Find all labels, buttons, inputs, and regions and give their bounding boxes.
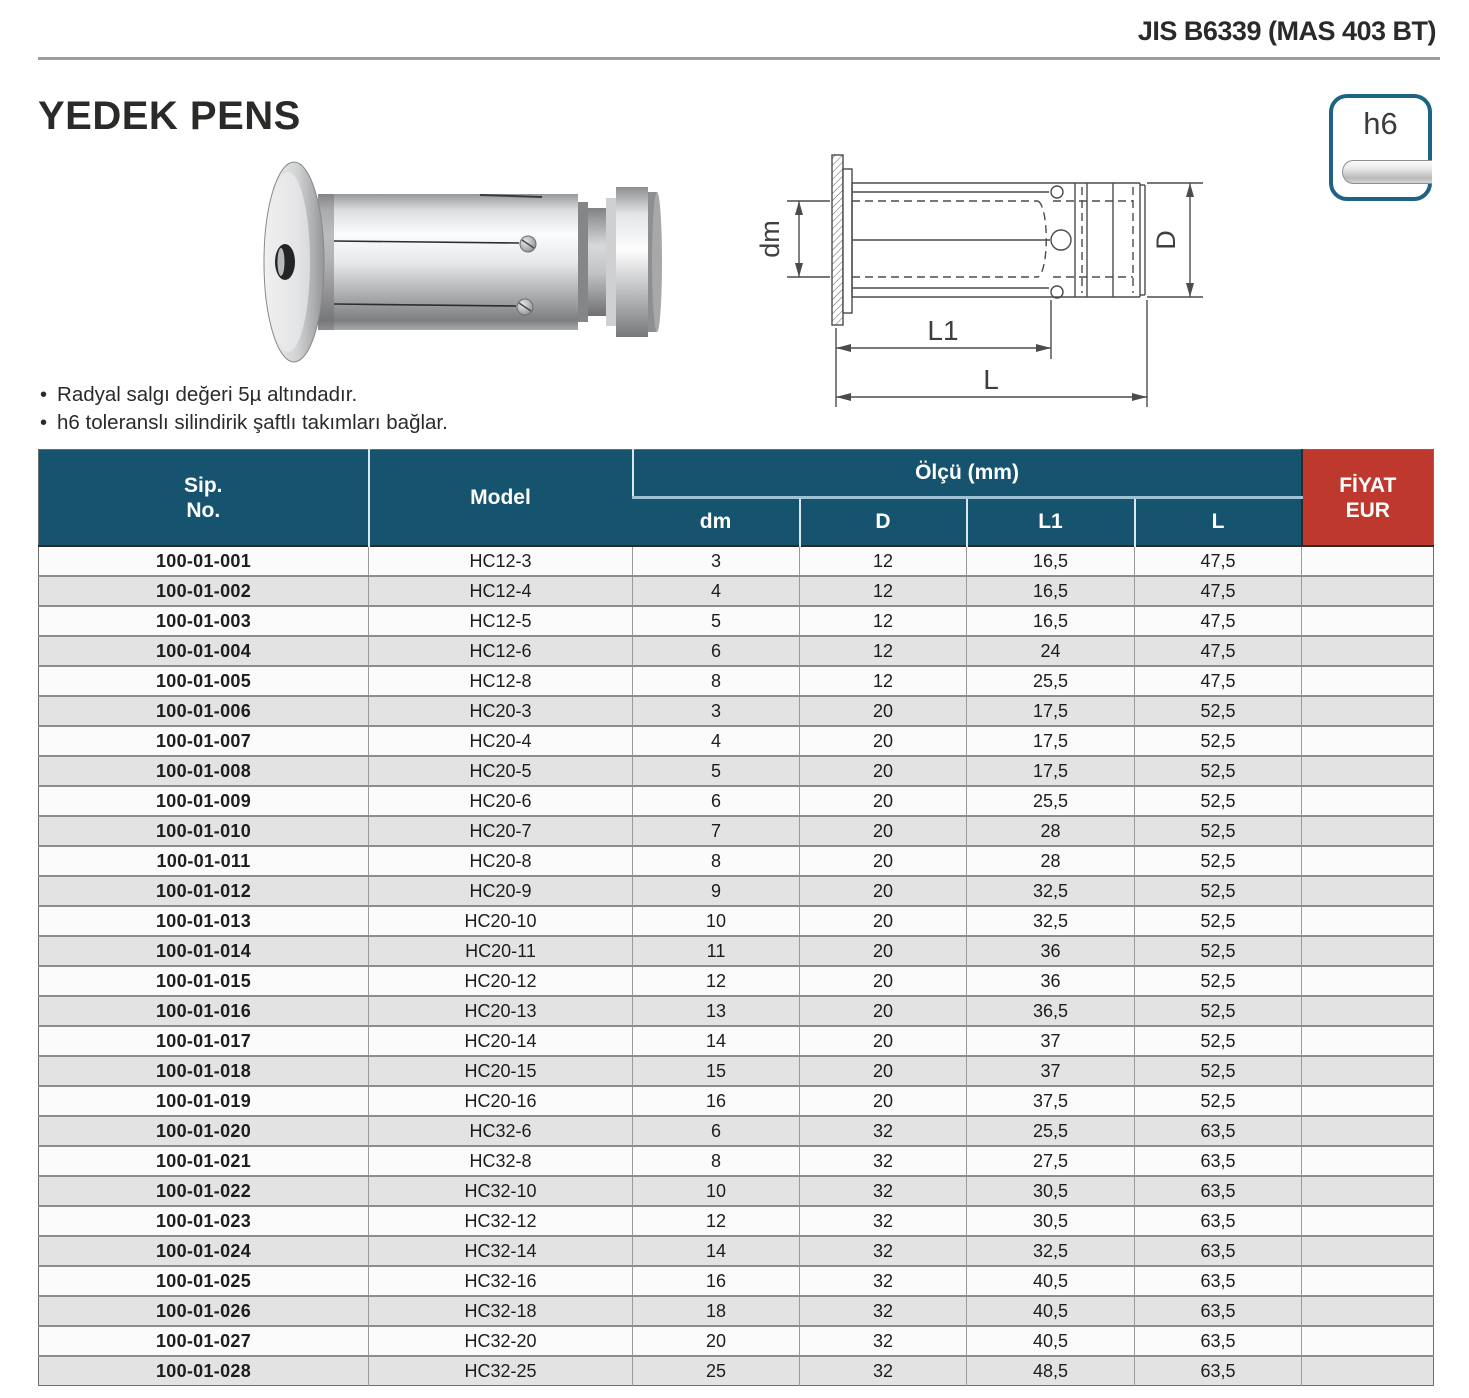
dim-label-l1: L1	[927, 315, 959, 346]
note-text: Radyal salgı değeri 5µ altındadır.	[57, 383, 358, 406]
sip-no-cell: 100-01-010	[39, 816, 369, 846]
sip-no-cell: 100-01-027	[39, 1326, 369, 1356]
d-cell: 20	[800, 1056, 967, 1086]
sip-no-cell: 100-01-003	[39, 606, 369, 636]
l-cell: 63,5	[1135, 1176, 1302, 1206]
table-row	[39, 936, 1434, 966]
price-cell	[1302, 576, 1434, 606]
model-cell: HC20-4	[369, 726, 633, 756]
col-header-olcu-group: Ölçü (mm)	[633, 450, 1302, 498]
dm-cell: 14	[633, 1236, 800, 1266]
notes-list	[40, 381, 448, 437]
l-cell: 47,5	[1135, 636, 1302, 666]
table-row	[39, 1146, 1434, 1176]
l1-cell: 16,5	[967, 576, 1135, 606]
d-cell: 32	[800, 1236, 967, 1266]
model-cell: HC20-11	[369, 936, 633, 966]
standard-header: JIS B6339 (MAS 403 BT)	[1137, 16, 1436, 46]
model-cell: HC20-15	[369, 1056, 633, 1086]
tolerance-badge	[1329, 94, 1432, 201]
l1-cell: 30,5	[967, 1176, 1135, 1206]
dm-cell: 14	[633, 1026, 800, 1056]
dm-cell: 10	[633, 906, 800, 936]
model-cell: HC20-8	[369, 846, 633, 876]
dm-cell: 6	[633, 786, 800, 816]
model-cell: HC20-14	[369, 1026, 633, 1056]
model-cell: HC32-20	[369, 1326, 633, 1356]
l1-cell: 40,5	[967, 1296, 1135, 1326]
dm-cell: 4	[633, 576, 800, 606]
model-cell: HC32-16	[369, 1266, 633, 1296]
table-row	[39, 816, 1434, 846]
l-cell: 52,5	[1135, 996, 1302, 1026]
d-cell: 20	[800, 816, 967, 846]
l-cell: 52,5	[1135, 1086, 1302, 1116]
h6-label: h6	[1363, 106, 1398, 141]
l1-cell: 27,5	[967, 1146, 1135, 1176]
l-cell: 47,5	[1135, 576, 1302, 606]
l-cell: 52,5	[1135, 786, 1302, 816]
table-row	[39, 996, 1434, 1026]
l-cell: 63,5	[1135, 1296, 1302, 1326]
d-cell: 20	[800, 876, 967, 906]
l1-cell: 36	[967, 936, 1135, 966]
price-cell	[1302, 1086, 1434, 1116]
model-cell: HC32-25	[369, 1356, 633, 1386]
l-cell: 52,5	[1135, 906, 1302, 936]
price-cell	[1302, 726, 1434, 756]
col-header-l: L	[1135, 498, 1302, 547]
sip-no-cell: 100-01-002	[39, 576, 369, 606]
table-row	[39, 846, 1434, 876]
l-cell: 47,5	[1135, 666, 1302, 696]
table-row	[39, 1176, 1434, 1206]
model-cell: HC20-5	[369, 756, 633, 786]
dm-cell: 11	[633, 936, 800, 966]
l1-cell: 36,5	[967, 996, 1135, 1026]
l1-cell: 16,5	[967, 546, 1135, 576]
price-cell	[1302, 1326, 1434, 1356]
d-cell: 20	[800, 1086, 967, 1116]
l1-cell: 25,5	[967, 666, 1135, 696]
d-cell: 20	[800, 966, 967, 996]
table-row	[39, 756, 1434, 786]
l1-cell: 32,5	[967, 906, 1135, 936]
sip-no-cell: 100-01-019	[39, 1086, 369, 1116]
sip-no-cell: 100-01-001	[39, 546, 369, 576]
price-cell	[1302, 1116, 1434, 1146]
dm-cell: 10	[633, 1176, 800, 1206]
table-body	[39, 546, 1434, 1386]
d-cell: 20	[800, 846, 967, 876]
l1-cell: 40,5	[967, 1266, 1135, 1296]
dim-label-d: D	[1151, 230, 1181, 250]
dm-cell: 4	[633, 726, 800, 756]
l1-cell: 17,5	[967, 756, 1135, 786]
price-cell	[1302, 1176, 1434, 1206]
model-cell: HC12-4	[369, 576, 633, 606]
technical-drawing	[735, 135, 1250, 440]
price-cell	[1302, 966, 1434, 996]
sip-no-cell: 100-01-013	[39, 906, 369, 936]
dm-cell: 3	[633, 696, 800, 726]
col-header-fiyat	[1302, 450, 1434, 547]
d-cell: 32	[800, 1176, 967, 1206]
model-cell: HC20-9	[369, 876, 633, 906]
l-cell: 52,5	[1135, 756, 1302, 786]
price-cell	[1302, 606, 1434, 636]
sip-no-cell: 100-01-023	[39, 1206, 369, 1236]
model-cell: HC20-10	[369, 906, 633, 936]
l-cell: 52,5	[1135, 966, 1302, 996]
d-cell: 12	[800, 606, 967, 636]
price-cell	[1302, 906, 1434, 936]
l1-cell: 40,5	[967, 1326, 1135, 1356]
l-cell: 52,5	[1135, 816, 1302, 846]
sip-no-cell: 100-01-024	[39, 1236, 369, 1266]
model-cell: HC32-10	[369, 1176, 633, 1206]
table-row	[39, 576, 1434, 606]
d-cell: 32	[800, 1266, 967, 1296]
model-cell: HC20-6	[369, 786, 633, 816]
table-row	[39, 666, 1434, 696]
table-row	[39, 1026, 1434, 1056]
dm-cell: 18	[633, 1296, 800, 1326]
sip-no-cell: 100-01-012	[39, 876, 369, 906]
dm-cell: 8	[633, 846, 800, 876]
d-cell: 12	[800, 546, 967, 576]
sip-no-cell: 100-01-008	[39, 756, 369, 786]
sip-no-cell: 100-01-021	[39, 1146, 369, 1176]
l1-cell: 28	[967, 816, 1135, 846]
dm-cell: 12	[633, 966, 800, 996]
l-cell: 63,5	[1135, 1206, 1302, 1236]
model-cell: HC20-12	[369, 966, 633, 996]
l1-cell: 25,5	[967, 1116, 1135, 1146]
dm-cell: 3	[633, 546, 800, 576]
table-row	[39, 726, 1434, 756]
l-cell: 63,5	[1135, 1266, 1302, 1296]
model-cell: HC12-3	[369, 546, 633, 576]
sip-no-cell: 100-01-016	[39, 996, 369, 1026]
sip-no-cell: 100-01-011	[39, 846, 369, 876]
l-cell: 52,5	[1135, 846, 1302, 876]
l-cell: 63,5	[1135, 1236, 1302, 1266]
price-cell	[1302, 756, 1434, 786]
d-cell: 20	[800, 696, 967, 726]
d-cell: 32	[800, 1296, 967, 1326]
l1-cell: 17,5	[967, 726, 1135, 756]
price-cell	[1302, 786, 1434, 816]
l1-cell: 25,5	[967, 786, 1135, 816]
price-cell	[1302, 936, 1434, 966]
dm-cell: 13	[633, 996, 800, 1026]
l1-cell: 48,5	[967, 1356, 1135, 1386]
table-row	[39, 786, 1434, 816]
l-cell: 63,5	[1135, 1116, 1302, 1146]
dm-cell: 9	[633, 876, 800, 906]
dm-cell: 6	[633, 636, 800, 666]
col-header-model: Model	[369, 450, 633, 547]
table-row	[39, 1116, 1434, 1146]
dm-cell: 5	[633, 756, 800, 786]
dm-cell: 7	[633, 816, 800, 846]
dm-cell: 8	[633, 1146, 800, 1176]
l-cell: 47,5	[1135, 606, 1302, 636]
spec-table	[38, 449, 1434, 1386]
sip-line1: Sip.	[183, 473, 223, 497]
l-cell: 63,5	[1135, 1356, 1302, 1386]
model-cell: HC32-14	[369, 1236, 633, 1266]
note-item	[40, 409, 448, 437]
dm-cell: 16	[633, 1266, 800, 1296]
price-cell	[1302, 546, 1434, 576]
l-cell: 52,5	[1135, 726, 1302, 756]
l-cell: 52,5	[1135, 1026, 1302, 1056]
l1-cell: 24	[967, 636, 1135, 666]
table-row	[39, 1056, 1434, 1086]
col-header-sip-no	[39, 450, 369, 547]
d-cell: 32	[800, 1356, 967, 1386]
model-cell: HC12-5	[369, 606, 633, 636]
price-cell	[1302, 696, 1434, 726]
bullet-icon: •	[40, 412, 48, 434]
table-row	[39, 1086, 1434, 1116]
col-header-dm: dm	[633, 498, 800, 547]
l1-cell: 37	[967, 1026, 1135, 1056]
d-cell: 32	[800, 1326, 967, 1356]
table-row	[39, 1296, 1434, 1326]
sip-line2: No.	[186, 498, 221, 522]
d-cell: 20	[800, 906, 967, 936]
table-row	[39, 966, 1434, 996]
table-row	[39, 1206, 1434, 1236]
l1-cell: 16,5	[967, 606, 1135, 636]
l1-cell: 36	[967, 966, 1135, 996]
price-cell	[1302, 1026, 1434, 1056]
l1-cell: 32,5	[967, 1236, 1135, 1266]
table-row	[39, 876, 1434, 906]
price-cell	[1302, 1236, 1434, 1266]
table-row	[39, 1356, 1434, 1386]
l1-cell: 17,5	[967, 696, 1135, 726]
sip-no-cell: 100-01-020	[39, 1116, 369, 1146]
model-cell: HC32-12	[369, 1206, 633, 1236]
price-cell	[1302, 876, 1434, 906]
model-cell: HC12-6	[369, 636, 633, 666]
sip-no-cell: 100-01-004	[39, 636, 369, 666]
l1-cell: 37,5	[967, 1086, 1135, 1116]
model-cell: HC20-7	[369, 816, 633, 846]
d-cell: 20	[800, 1026, 967, 1056]
sip-no-cell: 100-01-005	[39, 666, 369, 696]
dm-cell: 20	[633, 1326, 800, 1356]
sip-no-cell: 100-01-017	[39, 1026, 369, 1056]
sip-no-cell: 100-01-007	[39, 726, 369, 756]
sip-no-cell: 100-01-026	[39, 1296, 369, 1326]
model-cell: HC32-18	[369, 1296, 633, 1326]
d-cell: 20	[800, 726, 967, 756]
model-cell: HC20-3	[369, 696, 633, 726]
model-cell: HC20-13	[369, 996, 633, 1026]
price-cell	[1302, 1206, 1434, 1236]
dm-cell: 16	[633, 1086, 800, 1116]
d-cell: 32	[800, 1116, 967, 1146]
model-cell: HC12-8	[369, 666, 633, 696]
l1-cell: 32,5	[967, 876, 1135, 906]
col-header-d: D	[800, 498, 967, 547]
d-cell: 20	[800, 786, 967, 816]
fiyat-line1: FİYAT	[1339, 473, 1397, 497]
l1-cell: 30,5	[967, 1206, 1135, 1236]
page-title: YEDEK PENS	[38, 94, 301, 138]
bullet-icon: •	[40, 384, 48, 406]
dm-cell: 15	[633, 1056, 800, 1086]
dm-cell: 12	[633, 1206, 800, 1236]
d-cell: 12	[800, 636, 967, 666]
table-row	[39, 546, 1434, 576]
l-cell: 63,5	[1135, 1326, 1302, 1356]
sip-no-cell: 100-01-015	[39, 966, 369, 996]
sip-no-cell: 100-01-009	[39, 786, 369, 816]
price-cell	[1302, 1356, 1434, 1386]
price-cell	[1302, 816, 1434, 846]
l1-cell: 28	[967, 846, 1135, 876]
sip-no-cell: 100-01-014	[39, 936, 369, 966]
d-cell: 32	[800, 1206, 967, 1236]
dim-label-dm: dm	[755, 220, 785, 258]
sip-no-cell: 100-01-028	[39, 1356, 369, 1386]
dim-label-l: L	[983, 364, 999, 395]
price-cell	[1302, 846, 1434, 876]
sip-no-cell: 100-01-022	[39, 1176, 369, 1206]
d-cell: 20	[800, 756, 967, 786]
fiyat-line2: EUR	[1345, 498, 1390, 522]
l1-cell: 37	[967, 1056, 1135, 1086]
model-cell: HC32-8	[369, 1146, 633, 1176]
note-text: h6 toleranslı silindirik şaftlı takımları bağlar.	[57, 411, 448, 434]
model-cell: HC32-6	[369, 1116, 633, 1146]
table-row	[39, 606, 1434, 636]
dm-cell: 8	[633, 666, 800, 696]
table-row	[39, 1266, 1434, 1296]
table-row	[39, 1236, 1434, 1266]
sip-no-cell: 100-01-006	[39, 696, 369, 726]
table-row	[39, 906, 1434, 936]
sip-no-cell: 100-01-025	[39, 1266, 369, 1296]
d-cell: 12	[800, 576, 967, 606]
product-photo	[238, 150, 668, 380]
l-cell: 63,5	[1135, 1146, 1302, 1176]
l-cell: 52,5	[1135, 876, 1302, 906]
table-row	[39, 696, 1434, 726]
d-cell: 20	[800, 996, 967, 1026]
col-header-l1: L1	[967, 498, 1135, 547]
model-cell: HC20-16	[369, 1086, 633, 1116]
l-cell: 47,5	[1135, 546, 1302, 576]
price-cell	[1302, 1056, 1434, 1086]
d-cell: 32	[800, 1146, 967, 1176]
price-cell	[1302, 666, 1434, 696]
d-cell: 20	[800, 936, 967, 966]
note-item	[40, 381, 448, 409]
dm-cell: 6	[633, 1116, 800, 1146]
price-cell	[1302, 1146, 1434, 1176]
table-row	[39, 636, 1434, 666]
l-cell: 52,5	[1135, 696, 1302, 726]
price-cell	[1302, 636, 1434, 666]
d-cell: 12	[800, 666, 967, 696]
l-cell: 52,5	[1135, 1056, 1302, 1086]
cylinder-shaft-icon	[1342, 160, 1432, 184]
price-cell	[1302, 1266, 1434, 1296]
price-cell	[1302, 996, 1434, 1026]
top-divider	[38, 57, 1440, 60]
dm-cell: 25	[633, 1356, 800, 1386]
l-cell: 52,5	[1135, 936, 1302, 966]
sip-no-cell: 100-01-018	[39, 1056, 369, 1086]
table-row	[39, 1326, 1434, 1356]
price-cell	[1302, 1296, 1434, 1326]
dm-cell: 5	[633, 606, 800, 636]
